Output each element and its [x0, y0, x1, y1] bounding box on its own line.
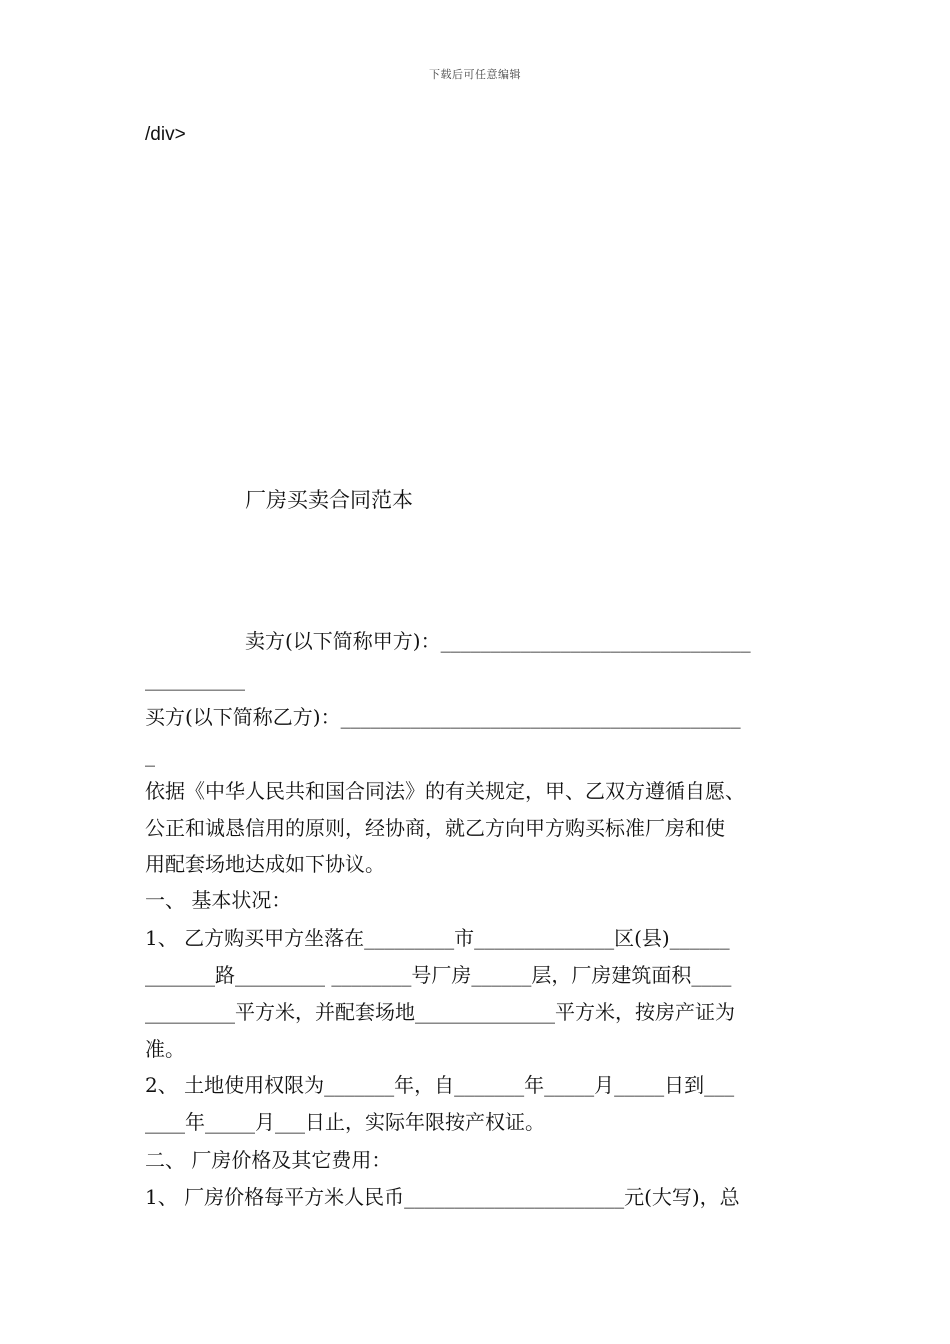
clause-1-1-line-2: _______路_________ ________号厂房______层，厂房建筑面积____	[145, 963, 732, 987]
clause-1-2-line-2: ____年_____月___日止，实际年限按产权证。	[145, 1110, 545, 1134]
clause-2-1-line-1: 1、 厂房价格每平方米人民币______________________元(大写)，总	[145, 1185, 740, 1209]
stray-markup-text: /div>	[145, 124, 186, 145]
section-1-heading: 一、 基本状况：	[145, 888, 292, 912]
clause-1-2-line-1: 2、 土地使用权限为_______年，自_______年_____月_____日到___	[145, 1073, 735, 1097]
seller-line: 卖方(以下简称甲方)：_______________________________	[245, 629, 751, 653]
buyer-line: 买方(以下简称乙方)：________________________________________	[145, 705, 741, 729]
preamble-line-2: 公正和诚恳信用的原则，经协商，就乙方向甲方购买标准厂房和使	[145, 816, 725, 840]
section-2-heading: 二、 厂房价格及其它费用：	[145, 1148, 392, 1172]
preamble-line-3: 用配套场地达成如下协议。	[145, 852, 385, 876]
clause-1-1-line-1: 1、 乙方购买甲方坐落在_________市______________区(县)______	[145, 926, 730, 950]
clause-1-1-line-4: 准。	[145, 1037, 185, 1061]
clause-1-1-line-3: _________平方米，并配套场地______________平方米，按房产证为	[145, 1000, 735, 1024]
preamble-line-1: 依据《中华人民共和国合同法》的有关规定，甲、乙双方遵循自愿、	[145, 779, 745, 803]
buyer-line-cont: _	[145, 743, 155, 767]
document-title: 厂房买卖合同范本	[245, 488, 413, 512]
page-header: 下载后可任意编辑	[429, 68, 521, 81]
seller-line-cont: __________	[145, 667, 245, 691]
